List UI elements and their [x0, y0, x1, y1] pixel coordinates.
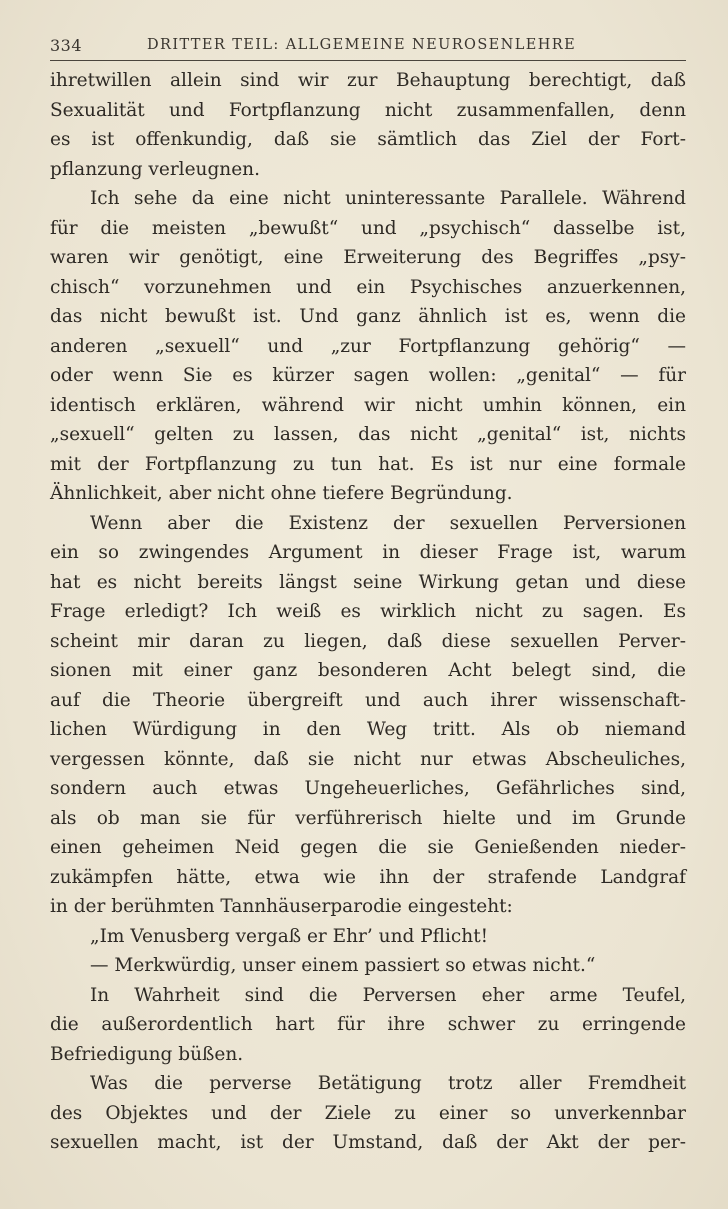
text-line: das nicht bewußt ist. Und ganz ähnlich ist es, wenn die: [50, 306, 686, 327]
text-line: ihretwillen allein sind wir zur Behauptung berechtigt, daß: [50, 70, 686, 91]
text-line: anderen „sexuell“ und „zur Fortpflanzung gehörig“ —: [50, 335, 686, 357]
text-line: zukämpfen hätte, etwa wie ihn der strafende Landgraf: [50, 866, 686, 888]
text-line: Wenn aber die Existenz der sexuellen Perversionen: [90, 512, 686, 534]
text-line: vergessen könnte, daß sie nicht nur etwas Abscheuliches,: [50, 748, 686, 770]
body-text: [50, 66, 686, 1158]
running-head-title: DRITTER TEIL: ALLGEMEINE NEUROSENLEHRE: [147, 37, 577, 53]
text-line: hat es nicht bereits längst seine Wirkung getan und diese: [50, 571, 686, 593]
text-line: für die meisten „bewußt“ und „psychisch“ dasselbe ist,: [50, 217, 686, 239]
text-line: sionen mit einer ganz besonderen Acht belegt sind, die: [50, 660, 686, 681]
text-line: als ob man sie für verführerisch hielte und im Grunde: [50, 807, 686, 829]
text-line: waren wir genötigt, eine Erweiterung des Begriffes „psy-: [50, 247, 686, 268]
text-line: ein so zwingendes Argument in dieser Frage ist, warum: [50, 542, 686, 563]
text-line: In Wahrheit sind die Perversen eher arme Teufel,: [90, 984, 686, 1006]
text-line: Ich sehe da eine nicht uninteressante Parallele. Während: [90, 188, 686, 209]
text-line: pflanzung verleugnen.: [50, 158, 260, 180]
text-line: identisch erklären, während wir nicht umhin können, ein: [50, 394, 686, 416]
text-line: scheint mir daran zu liegen, daß diese sexuellen Perver-: [50, 630, 686, 652]
text-line: Frage erledigt? Ich weiß es wirklich nicht zu sagen. Es: [50, 601, 686, 622]
text-line: oder wenn Sie es kürzer sagen wollen: „genital“ — für: [50, 365, 686, 386]
text-line: sexuellen macht, ist der Umstand, daß der Akt der per-: [50, 1132, 686, 1153]
text-line: mit der Fortpflanzung zu tun hat. Es ist nur eine formale: [50, 453, 686, 475]
text-line: des Objektes und der Ziele zu einer so unverkennbar: [50, 1102, 686, 1124]
text-line: chisch“ vorzunehmen und ein Psychisches anzuerkennen,: [50, 276, 686, 298]
text-line: Sexualität und Fortpflanzung nicht zusammenfallen, denn: [50, 99, 686, 121]
text-line: in der berühmten Tannhäuserparodie eingesteht:: [50, 896, 513, 917]
text-line: auf die Theorie übergreift und auch ihrer wissenschaft-: [50, 689, 686, 711]
text-line: Was die perverse Betätigung trotz aller Fremdheit: [90, 1073, 686, 1094]
verse-line: — Merkwürdig, unser einem passiert so etwas nicht.“: [90, 955, 596, 976]
text-line: sondern auch etwas Ungeheuerliches, Gefährliches sind,: [50, 778, 686, 799]
text-line: „sexuell“ gelten zu lassen, das nicht „genital“ ist, nichts: [50, 424, 686, 445]
text-line: die außerordentlich hart für ihre schwer zu erringende: [50, 1014, 686, 1035]
running-head: [50, 36, 686, 58]
header-rule: [50, 60, 686, 61]
text-line: es ist offenkundig, daß sie sämtlich das Ziel der Fort-: [50, 129, 686, 150]
text-line: lichen Würdigung in den Weg tritt. Als ob niemand: [50, 719, 686, 740]
text-line: einen geheimen Neid gegen die sie Genießenden nieder-: [50, 837, 686, 858]
text-line: Ähnlichkeit, aber nicht ohne tiefere Begründung.: [50, 483, 513, 504]
page-number: 334: [50, 36, 83, 55]
verse-line: „Im Venusberg vergaß er Ehr’ und Pflicht!: [90, 925, 489, 947]
text-line: Befriedigung büßen.: [50, 1043, 244, 1065]
